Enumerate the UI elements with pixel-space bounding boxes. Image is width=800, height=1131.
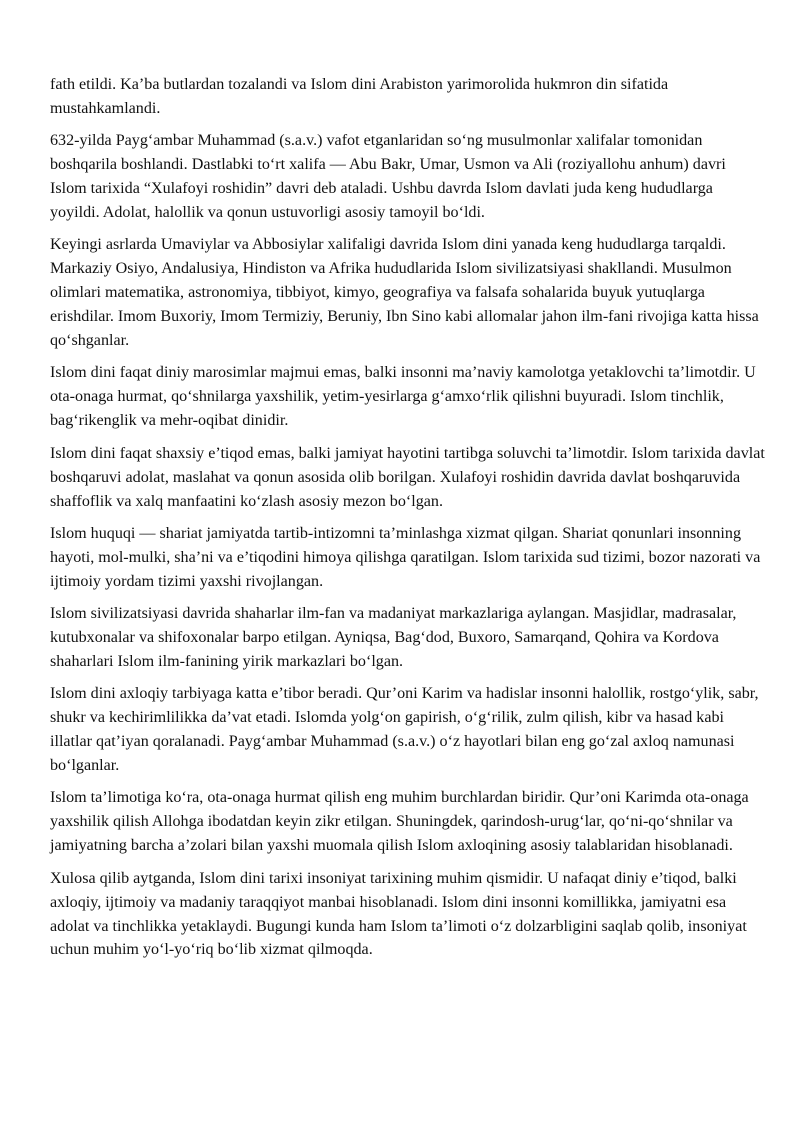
paragraph-2: 632-yilda Payg‘ambar Muhammad (s.a.v.) vafot etganlaridan so‘ng musulmonlar xalifalar tomonidan boshqarila boshlandi. Dastlabki to‘rt xalifa — Abu Bakr, Umar, Usmon va Ali (roziyallohu anhum) davri Islom tarixida “Xulafoyi roshidin” davri deb ataladi. Ushbu davrda Islom davlati juda keng hududlarga yoyildi. Adolat, halollik va qonun ustuvorligi asosiy tamoyil bo‘ldi. [50,132,726,222]
paragraph-10: Xulosa qilib aytganda, Islom dini tarixi insoniyat tarixining muhim qismidir. U nafaqat diniy e’tiqod, balki axloqiy, ijtimoiy va madaniy taraqqiyot manbai hisoblanadi. Islom dini insonni komillikka, jamiyatni esa adolat va tinchlikka yetaklaydi. Bugungi kunda ham Islom ta’limoti o‘z dolzarbligini saqlab qolib, insoniyat uchun muhim yo‘l-yo‘riq bo‘lib xizmat qilmoqda. [50,869,747,959]
paragraph-8: Islom dini axloqiy tarbiyaga katta e’tibor beradi. Qur’oni Karim va hadislar insonni halollik, rostgo‘ylik, sabr, shukr va kechirimlilikka da’vat etadi. Islomda yolg‘on gapirish, o‘g‘rilik, zulm qilish, kibr va hasad kabi illatlar qat’iyan qoralanadi. Payg‘ambar Muhammad (s.a.v.) o‘z hayotlari bilan eng go‘zal axloq namunasi bo‘lganlar. [50,685,759,775]
paragraph-1: fath etildi. Ka’ba butlardan tozalandi va Islom dini Arabiston yarimorolida hukmron din sifatida mustahkamlandi. [50,76,669,117]
paragraph-6: Islom huquqi — shariat jamiyatda tartib-intizomni ta’minlashga xizmat qilgan. Shariat qonunlari insonning hayoti, mol-mulki, sha’ni va e’tiqodini himoya qilishga qaratilgan. Islom tarixida sud tizimi, bozor nazorati va ijtimoiy yordam tizimi yaxshi rivojlangan. [50,524,761,590]
paragraph-9: Islom ta’limotiga ko‘ra, ota-onaga hurmat qilish eng muhim burchlardan biridir. Qur’oni Karimda ota-onaga yaxshilik qilish Allohga ibodatdan keyin zikr etilgan. Shuningdek, qarindosh-urug‘lar, qo‘ni-qo‘shnilar va jamiyatning barcha a’zolari bilan yaxshi muomala qilish Islom axloqining asosiy talablaridan hisoblanadi. [50,789,749,855]
paragraph-3: Keyingi asrlarda Umaviylar va Abbosiylar xalifaligi davrida Islom dini yanada keng hududlarga tarqaldi. Markaziy Osiyo, Andalusiya, Hindiston va Afrika hududlarida Islom sivilizatsiyasi shakllandi. Musulmon olimlari matematika, astronomiya, tibbiyot, kimyo, geografiya va falsafa sohalarida buyuk yutuqlarga erishdilar. Imom Buxoriy, Imom Termiziy, Beruniy, Ibn Sino kabi allomalar jahon ilm-fani rivojiga katta hissa qo‘shganlar. [50,236,759,350]
paragraph-5: Islom dini faqat shaxsiy e’tiqod emas, balki jamiyat hayotini tartibga soluvchi ta’limotdir. Islom tarixida davlat boshqaruvi adolat, maslahat va qonun asosida olib borilgan. Xulafoyi roshidin davrida davlat boshqaruvida shaffoflik va xalq manfaatini ko‘zlash asosiy mezon bo‘lgan. [50,444,765,510]
paragraph-4: Islom dini faqat diniy marosimlar majmui emas, balki insonni ma’naviy kamolotga yetaklovchi ta’limotdir. U ota-onaga hurmat, qo‘shnilarga yaxshilik, yetim-yesirlarga g‘amxo‘rlik qilishni buyuradi. Islom tinchlik, bag‘rikenglik va mehr-oqibat dinidir. [50,364,756,430]
paragraph-7: Islom sivilizatsiyasi davrida shaharlar ilm-fan va madaniyat markazlariga aylangan. Masjidlar, madrasalar, kutubxonalar va shifoxonalar barpo etilgan. Ayniqsa, Bag‘dod, Buxoro, Samarqand, Qohira va Kordova shaharlari Islom ilm-fanining yirik markazlari bo‘lgan. [50,605,737,670]
